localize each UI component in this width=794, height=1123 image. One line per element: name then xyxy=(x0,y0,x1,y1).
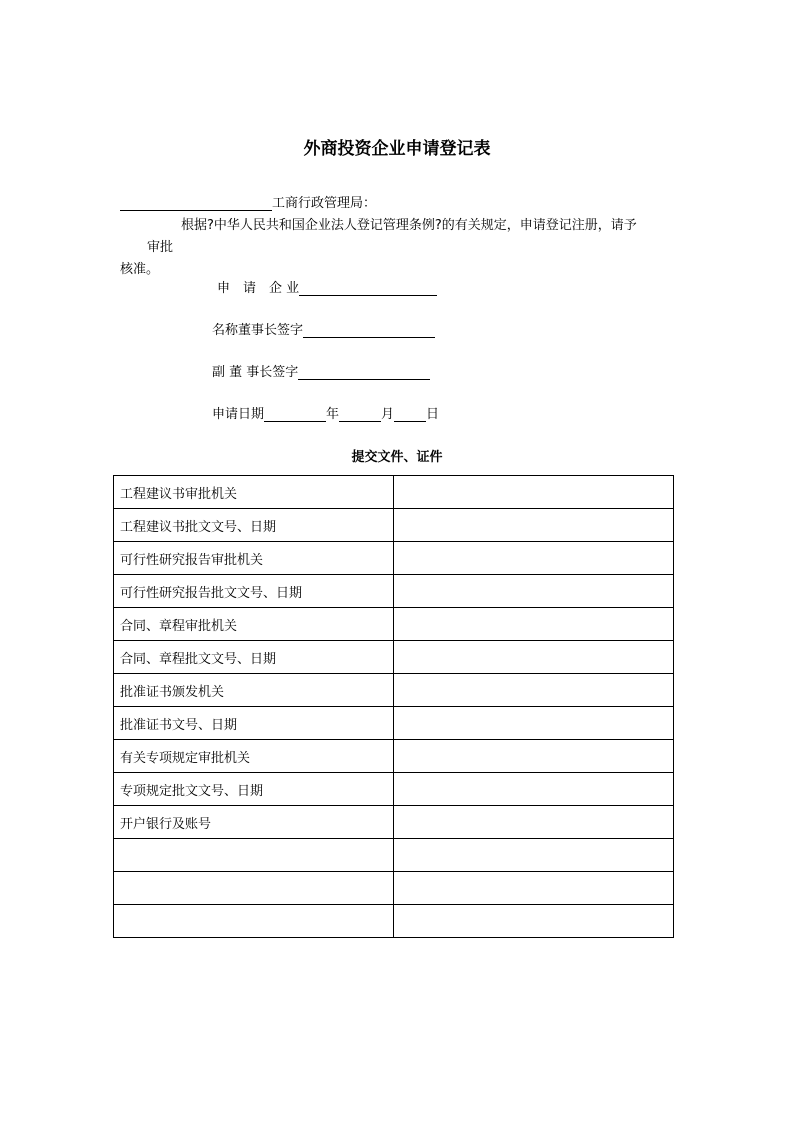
document-label-cell: 工程建议书批文文号、日期 xyxy=(114,509,394,542)
document-label-cell: 专项规定批文文号、日期 xyxy=(114,773,394,806)
document-value-cell[interactable] xyxy=(393,872,673,905)
table-row xyxy=(114,707,674,740)
document-value-cell[interactable] xyxy=(393,575,673,608)
document-label-cell: 合同、章程批文文号、日期 xyxy=(114,641,394,674)
month-label: 月 xyxy=(381,407,395,422)
document-label-cell: 批准证书颁发机关 xyxy=(114,674,394,707)
chairman-line xyxy=(212,319,435,338)
date-label: 申请日期 xyxy=(212,407,265,422)
table-row xyxy=(114,740,674,773)
year-label: 年 xyxy=(326,407,340,422)
table-row xyxy=(114,905,674,938)
table-row xyxy=(114,476,674,509)
document-value-cell[interactable] xyxy=(393,542,673,575)
table-row xyxy=(114,806,674,839)
form-title: 外商投资企业申请登记表 xyxy=(303,139,491,159)
applicant-blank[interactable] xyxy=(299,281,437,296)
date-line xyxy=(212,403,439,422)
addressee-line xyxy=(120,192,376,211)
table-row xyxy=(114,839,674,872)
table-row xyxy=(114,608,674,641)
applicant-line xyxy=(217,277,437,296)
addressee-blank[interactable] xyxy=(120,196,272,211)
document-value-cell[interactable] xyxy=(393,806,673,839)
month-blank[interactable] xyxy=(339,407,381,422)
table-row xyxy=(114,575,674,608)
year-blank[interactable] xyxy=(264,407,326,422)
chairman-signature-blank[interactable] xyxy=(303,323,435,338)
documents-table xyxy=(113,475,674,938)
document-label-cell xyxy=(114,905,394,938)
table-row xyxy=(114,542,674,575)
day-label: 日 xyxy=(426,407,440,422)
document-value-cell[interactable] xyxy=(393,905,673,938)
document-value-cell[interactable] xyxy=(393,674,673,707)
request-paragraph-line2: 审批 xyxy=(147,240,174,255)
documents-subtitle: 提交文件、证件 xyxy=(351,450,443,465)
table-row xyxy=(114,641,674,674)
addressee-label: 工商行政管理局： xyxy=(272,196,377,211)
chairman-label: 名称董事长签字 xyxy=(212,323,304,338)
document-value-cell[interactable] xyxy=(393,839,673,872)
document-label-cell: 工程建议书审批机关 xyxy=(114,476,394,509)
vice-chairman-label: 副 董 事长签字 xyxy=(212,365,299,380)
table-row xyxy=(114,509,674,542)
document-label-cell xyxy=(114,872,394,905)
document-label-cell: 开户银行及账号 xyxy=(114,806,394,839)
document-label-cell: 批准证书文号、日期 xyxy=(114,707,394,740)
document-value-cell[interactable] xyxy=(393,773,673,806)
document-value-cell[interactable] xyxy=(393,740,673,773)
table-row xyxy=(114,674,674,707)
document-value-cell[interactable] xyxy=(393,476,673,509)
document-label-cell: 合同、章程审批机关 xyxy=(114,608,394,641)
document-value-cell[interactable] xyxy=(393,641,673,674)
vice-chairman-line xyxy=(212,361,430,380)
table-row xyxy=(114,872,674,905)
document-value-cell[interactable] xyxy=(393,707,673,740)
document-label-cell: 可行性研究报告审批机关 xyxy=(114,542,394,575)
applicant-label: 申 请 企 业 xyxy=(217,281,300,296)
document-value-cell[interactable] xyxy=(393,608,673,641)
document-label-cell xyxy=(114,839,394,872)
request-paragraph-line1: 根据?中华人民共和国企业法人登记管理条例?的有关规定，申请登记注册，请予 xyxy=(181,218,637,233)
document-value-cell[interactable] xyxy=(393,509,673,542)
document-label-cell: 可行性研究报告批文文号、日期 xyxy=(114,575,394,608)
document-label-cell: 有关专项规定审批机关 xyxy=(114,740,394,773)
day-blank[interactable] xyxy=(394,407,426,422)
request-paragraph-line3: 核准。 xyxy=(120,262,160,277)
vice-chairman-signature-blank[interactable] xyxy=(298,365,430,380)
table-row xyxy=(114,773,674,806)
